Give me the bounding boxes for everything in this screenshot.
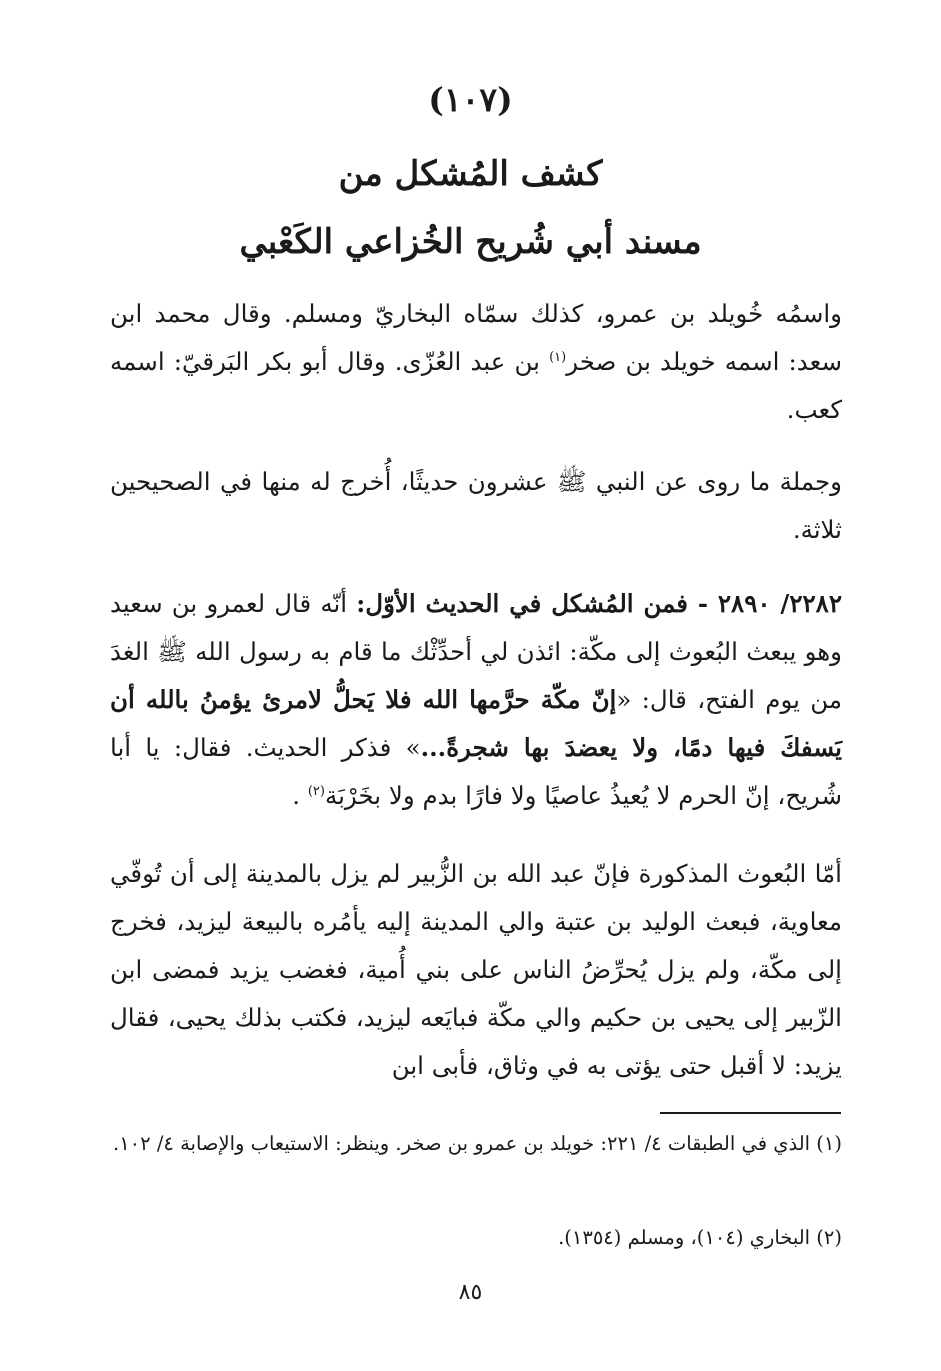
hadith-paragraph xyxy=(110,580,842,820)
page-number: ٨٥ xyxy=(458,1280,483,1305)
chapter-number: (١٠٧) xyxy=(428,80,513,119)
hadith-text-b: » فذكر الحديث. فقال: يا أبا شُريح، إنّ الحرم لا يُعيذُ عاصيًا ولا فارًا بدم ولا بخَرْبَة xyxy=(110,733,842,810)
commentary-paragraph: أمّا البُعوث المذكورة فإنّ عبد الله بن الزُّبير لم يزل بالمدينة إلى أن تُوفّي معاوية، فبعث الوليد بن عتبة والي المدينة إليه يأمُره بالبيعة ليزيد، فخرج إلى مكّة، ولم يزل يُحرِّضُ الناس على بني أُمية، فغضب يزيد فمضى ابن الزّبير إلى يحيى بن حكيم والي مكّة فبايَعه ليزيد، فكتب بذلك يحيى، فقال يزيد: لا أقبل حتى يؤتى به في وثاق، فأبى ابن xyxy=(110,859,842,1080)
hadith-quote: إنّ مكّة حرَّمها الله فلا يَحلُّ لامرئ يؤمنُ بالله أن يَسفكَ فيها دمًا، ولا يعضدَ بها شجرةً... xyxy=(110,685,842,762)
hadith-text-c: . xyxy=(292,781,308,810)
footnote-ref-1[interactable]: (١) xyxy=(549,349,567,365)
footnote-1: (١) الذي في الطبقات ٤/ ٢٢١: خويلد بن عمرو بن صخر. وينظر: الاستيعاب والإصابة ٤/ ١٠٢. xyxy=(113,1132,842,1155)
intro-paragraph-2: وجملة ما روى عن النبي ﷺ عشرون حديثًا، أُخرج له منها في الصحيحين ثلاثة. xyxy=(110,467,842,544)
chapter-subtitle: مسند أبي شُريح الخُزاعي الكَعْبي xyxy=(239,222,702,262)
footnote-ref-2[interactable]: (٢) xyxy=(307,783,325,799)
intro-text-end: بن عبد العُزّى. وقال أبو بكر البَرقيّ: اسمه كعب. xyxy=(110,347,842,424)
intro-paragraph-1 xyxy=(110,290,842,434)
footnote-2: (٢) البخاري (١٠٤)، ومسلم (١٣٥٤). xyxy=(558,1226,842,1249)
hadith-text-a: أنّه قال لعمرو بن سعيد وهو يبعث البُعوث إلى مكّة: ائذن لي أحدِّثْك ما قام به رسول الله ﷺ الغدَ من يوم الفتح، قال: « xyxy=(110,589,842,714)
footnote-divider xyxy=(660,1112,841,1114)
intro-text: واسمُه خُويلد بن عمرو، كذلك سمّاه البخاريّ ومسلم. وقال محمد ابن سعد: اسمه خويلد بن صخر xyxy=(110,299,842,376)
hadith-heading: ٢٢٨٢/ ٢٨٩٠ - فمن المُشكل في الحديث الأوّل: xyxy=(356,589,842,618)
chapter-title: كشف المُشكل من xyxy=(338,154,603,194)
